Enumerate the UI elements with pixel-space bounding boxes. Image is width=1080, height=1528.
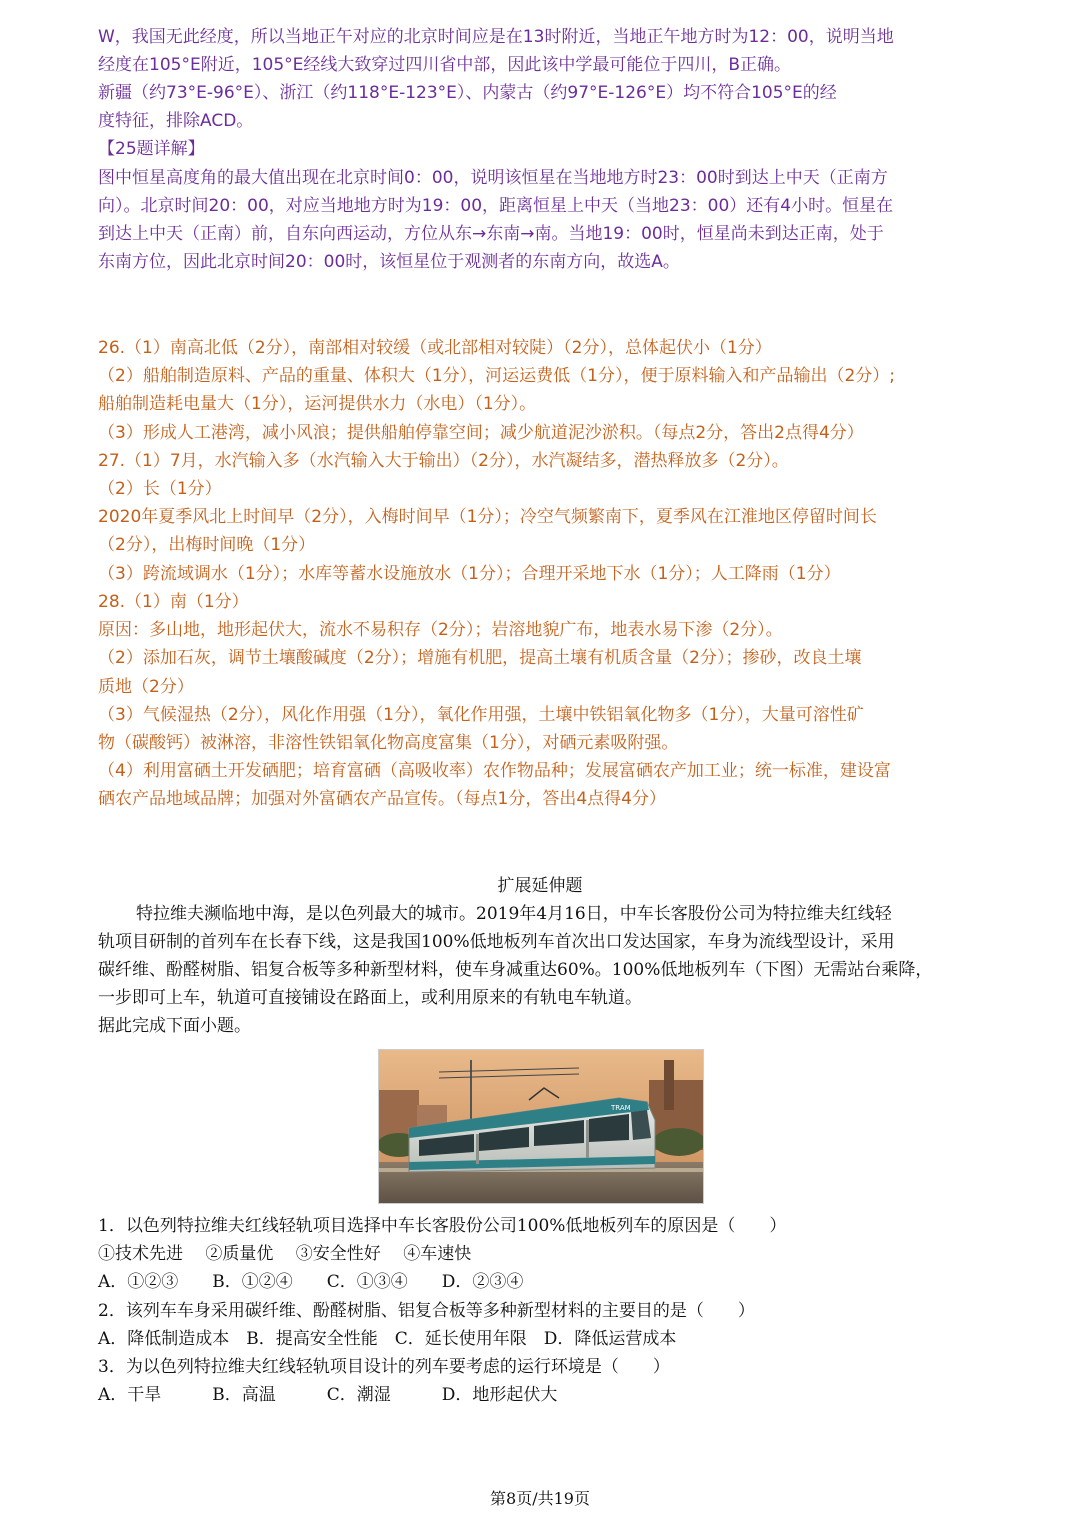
question-2: 2．该列车车身采用碳纤维、酚醛树脂、铝复合板等多种新型材料的主要目的是（ ）: [98, 1301, 755, 1321]
answer-27-2: （2）长（1分）: [98, 479, 222, 499]
explanation-line: 新疆（约73°E-96°E）、浙江（约118°E-123°E）、内蒙古（约97°E-126°E）均不符合105°E的经: [98, 83, 837, 103]
tram-logo-text: TRAM: [611, 1104, 631, 1112]
passage-line: 碳纤维、酚醛树脂、铝复合板等多种新型材料，使车身减重达60%。100%低地板列车（下图）无需站台乘降，: [98, 960, 933, 980]
answer-28-4: （4）利用富硒土开发硒肥；培育富硒（高吸收率）农作物品种；发展富硒农产加工业；统一标准，建设富: [98, 761, 891, 781]
answer-28-2-cont: 质地（2分）: [98, 677, 194, 697]
explanation-line: 度特征，排除ACD。: [98, 111, 254, 131]
question-1-items: ①技术先进 ②质量优 ③安全性好 ④车速快: [98, 1244, 472, 1264]
answer-28-3: （3）气候湿热（2分），风化作用强（1分），氧化作用强，土壤中铁铝氧化物多（1分），大量可溶性矿: [98, 705, 864, 725]
q25-explanation-line: 到达上中天（正南）前，自东向西运动，方位从东→东南→南。当地19：00时，恒星尚未到达正南，处于: [98, 224, 884, 244]
passage-line: 特拉维夫濒临地中海，是以色列最大的城市。2019年4月16日，中车长客股份公司为特拉维夫红线轻: [136, 904, 892, 924]
section-title: 扩展延伸题: [497, 876, 583, 896]
q25-explanation-line: 向）。北京时间20：00，对应当地地方时为19：00，距离恒星上中天（当地23：00）还有4小时。恒星在: [98, 196, 894, 216]
answer-27-2-reason: 2020年夏季风北上时间早（2分），入梅时间早（1分）；冷空气频繁南下，夏季风在江淮地区停留时间长: [98, 507, 877, 527]
answer-27-3: （3）跨流域调水（1分）；水库等蓄水设施放水（1分）；合理开采地下水（1分）；人工降雨（1分）: [98, 564, 841, 584]
answer-27-1: 27.（1）7月，水汽输入多（水汽输入大于输出）（2分），水汽凝结多，潜热释放多（2分）。: [98, 451, 789, 471]
answer-28-3-cont: 物（碳酸钙）被淋溶，非溶性铁铝氧化物高度富集（1分），对硒元素吸附强。: [98, 733, 679, 753]
answer-26-1: 26.（1）南高北低（2分），南部相对较缓（或北部相对较陡）（2分），总体起伏小（1分）: [98, 338, 772, 358]
passage-line: 一步即可上车，轨道可直接铺设在路面上，或利用原来的有轨电车轨道。: [98, 988, 642, 1008]
tram-photo: [378, 1049, 704, 1204]
answer-28-2: （2）添加石灰，调节土壤酸碱度（2分）；增施有机肥，提高土壤有机质含量（2分）；掺砂，改良土壤: [98, 648, 862, 668]
answer-27-2-reason-cont: （2分），出梅时间晚（1分）: [98, 535, 316, 555]
page-number: 第8页/共19页: [490, 1489, 590, 1508]
answer-26-3: （3）形成人工港湾，减小风浪；提供船舶停靠空间；减少航道泥沙淤积。（每点2分，答出2点得4分）: [98, 423, 864, 443]
q25-heading: 【25题详解】: [98, 139, 205, 159]
answer-28-4-cont: 硒农产品地域品牌；加强对外富硒农产品宣传。（每点1分，答出4点得4分）: [98, 789, 666, 809]
answer-26-2: （2）船舶制造原料、产品的重量、体积大（1分），河运运费低（1分），便于原料输入和产品输出（2分）;: [98, 366, 895, 386]
question-1-options: A．①②③ B．①②④ C．①③④ D．②③④: [98, 1272, 524, 1292]
question-3-options: A．干旱 B．高温 C．潮湿 D．地形起伏大: [98, 1385, 558, 1405]
passage-line: 轨项目研制的首列车在长春下线，这是我国100%低地板列车首次出口发达国家，车身为流线型设计，采用: [98, 932, 895, 952]
answer-28-1: 28.（1）南（1分）: [98, 592, 249, 612]
q25-explanation-line: 图中恒星高度角的最大值出现在北京时间0：00，说明该恒星在当地地方时23：00时到达上中天（正南方: [98, 168, 888, 188]
question-3: 3．为以色列特拉维夫红线轻轨项目设计的列车要考虑的运行环境是（ ）: [98, 1357, 670, 1377]
answer-28-1-reason: 原因：多山地，地形起伏大，流水不易积存（2分）；岩溶地貌广布，地表水易下渗（2分）。: [98, 620, 783, 640]
answer-26-2-cont: 船舶制造耗电量大（1分），运河提供水力（水电）（1分）。: [98, 394, 537, 414]
question-2-options: A．降低制造成本 B．提高安全性能 C．延长使用年限 D．降低运营成本: [98, 1329, 677, 1349]
tram-illustration: [379, 1050, 703, 1203]
explanation-line: W，我国无此经度，所以当地正午对应的北京时间应是在13时附近，当地正午地方时为12：00，说明当地: [98, 27, 894, 47]
explanation-line: 经度在105°E附近，105°E经线大致穿过四川省中部，因此该中学最可能位于四川，B正确。: [98, 55, 792, 75]
q25-explanation-line: 东南方位，因此北京时间20：00时，该恒星位于观测者的东南方向，故选A。: [98, 252, 680, 272]
question-1: 1．以色列特拉维夫红线轻轨项目选择中车长客股份公司100%低地板列车的原因是（ ）: [98, 1216, 787, 1236]
passage-instruction: 据此完成下面小题。: [98, 1016, 251, 1036]
